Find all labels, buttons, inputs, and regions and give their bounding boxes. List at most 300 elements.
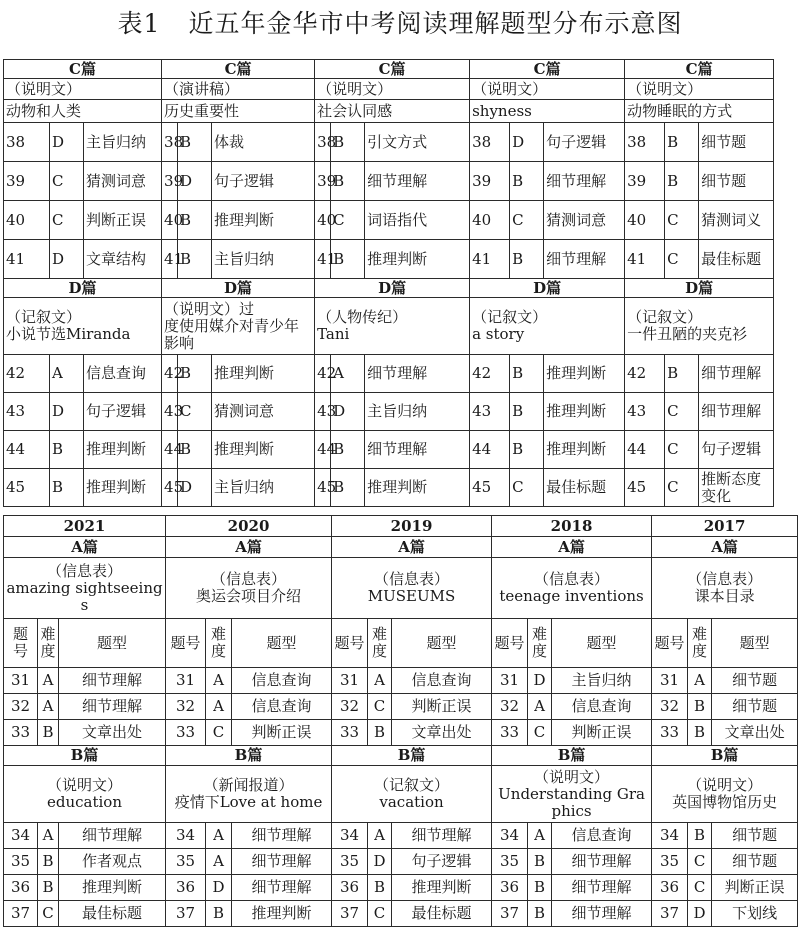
difficulty: B bbox=[510, 393, 544, 431]
passage-topic: 度使用媒介对青少年影响 bbox=[164, 316, 300, 352]
question-number: 45 bbox=[162, 469, 178, 507]
passage-c-label-row bbox=[4, 60, 774, 79]
question-type: 细节理解 bbox=[699, 355, 774, 393]
difficulty: B bbox=[178, 431, 212, 469]
passage-topic: education bbox=[47, 793, 122, 811]
passage-label: A篇 bbox=[4, 537, 166, 558]
passage-label: D篇 bbox=[162, 279, 315, 298]
question-number: 35 bbox=[4, 849, 38, 875]
difficulty: C bbox=[688, 875, 712, 901]
question-type: 主旨归纳 bbox=[212, 469, 315, 507]
question-number: 36 bbox=[652, 875, 688, 901]
passage-topic: 课本目录 bbox=[694, 587, 755, 605]
passage-intro bbox=[652, 558, 798, 619]
passage-topic: MUSEUMS bbox=[367, 587, 456, 605]
passage-genre: （说明文） bbox=[4, 79, 162, 100]
question-number: 38 bbox=[625, 123, 665, 162]
question-number: 37 bbox=[492, 901, 528, 927]
lower-table bbox=[3, 515, 798, 927]
passage-intro bbox=[492, 766, 652, 823]
year-header: 2017 bbox=[652, 516, 798, 537]
difficulty: C bbox=[528, 720, 552, 746]
difficulty: A bbox=[368, 823, 392, 849]
passage-topic: 动物和人类 bbox=[4, 100, 162, 123]
question-number: 39 bbox=[4, 162, 50, 201]
difficulty: C bbox=[38, 901, 59, 927]
question-number: 37 bbox=[332, 901, 368, 927]
passage-b-intro-row bbox=[4, 766, 798, 823]
question-number: 35 bbox=[332, 849, 368, 875]
question-number: 43 bbox=[470, 393, 510, 431]
question-row bbox=[4, 668, 798, 694]
passage-label: B篇 bbox=[332, 746, 492, 766]
question-type: 细节题 bbox=[712, 823, 798, 849]
upper-table bbox=[3, 59, 774, 507]
question-number: 40 bbox=[625, 201, 665, 240]
difficulty: B bbox=[368, 720, 392, 746]
question-type: 推断态度变化 bbox=[699, 469, 774, 507]
question-row bbox=[4, 849, 798, 875]
passage-genre: （说明文） bbox=[315, 79, 470, 100]
question-type: 推理判断 bbox=[365, 240, 470, 279]
col-header-number: 题号 bbox=[166, 619, 206, 668]
passage-intro bbox=[4, 298, 162, 355]
passage-genre: （信息表） bbox=[47, 561, 123, 580]
question-type: 文章出处 bbox=[59, 720, 166, 746]
question-type: 判断正误 bbox=[712, 875, 798, 901]
difficulty: B bbox=[510, 355, 544, 393]
difficulty: C bbox=[665, 469, 699, 507]
question-row bbox=[4, 901, 798, 927]
passage-genre: （说明文） bbox=[625, 79, 774, 100]
passage-label: C篇 bbox=[4, 60, 162, 79]
question-type: 主旨归纳 bbox=[212, 240, 315, 279]
difficulty: B bbox=[50, 431, 84, 469]
passage-b-label-row bbox=[4, 746, 798, 766]
question-number: 44 bbox=[162, 431, 178, 469]
difficulty: B bbox=[331, 469, 365, 507]
question-type: 推理判断 bbox=[84, 469, 162, 507]
passage-topic: amazing sightseeings bbox=[6, 578, 163, 614]
question-number: 44 bbox=[4, 431, 50, 469]
col-header-type: 题型 bbox=[712, 619, 798, 668]
question-number: 32 bbox=[4, 694, 38, 720]
question-number: 36 bbox=[4, 875, 38, 901]
question-number: 31 bbox=[652, 668, 688, 694]
question-number: 41 bbox=[162, 240, 178, 279]
question-row bbox=[4, 240, 774, 279]
question-type: 细节理解 bbox=[59, 823, 166, 849]
passage-genre: （记叙文） bbox=[6, 308, 82, 326]
col-header-number: 题号 bbox=[652, 619, 688, 668]
question-type: 细节理解 bbox=[365, 431, 470, 469]
difficulty: C bbox=[50, 201, 84, 240]
table-title bbox=[0, 2, 800, 46]
question-number: 31 bbox=[4, 668, 38, 694]
passage-a-intro-row bbox=[4, 558, 798, 619]
passage-intro bbox=[652, 766, 798, 823]
question-type: 信息查询 bbox=[392, 668, 492, 694]
question-number: 41 bbox=[625, 240, 665, 279]
difficulty: B bbox=[528, 901, 552, 927]
question-type: 细节题 bbox=[712, 849, 798, 875]
question-number: 43 bbox=[4, 393, 50, 431]
col-header-number: 题号 bbox=[492, 619, 528, 668]
question-type: 句子逻辑 bbox=[699, 431, 774, 469]
question-type: 信息查询 bbox=[552, 694, 652, 720]
question-number: 33 bbox=[492, 720, 528, 746]
question-number: 42 bbox=[625, 355, 665, 393]
question-type: 细节理解 bbox=[552, 901, 652, 927]
passage-label: A篇 bbox=[332, 537, 492, 558]
question-type: 句子逻辑 bbox=[544, 123, 625, 162]
question-number: 38 bbox=[315, 123, 331, 162]
question-type: 句子逻辑 bbox=[212, 162, 315, 201]
question-number: 42 bbox=[162, 355, 178, 393]
question-type: 细节理解 bbox=[544, 162, 625, 201]
difficulty: D bbox=[50, 123, 84, 162]
question-number: 42 bbox=[315, 355, 331, 393]
difficulty: D bbox=[368, 849, 392, 875]
difficulty: B bbox=[510, 431, 544, 469]
difficulty: D bbox=[50, 393, 84, 431]
difficulty: B bbox=[331, 240, 365, 279]
difficulty: A bbox=[38, 823, 59, 849]
question-type: 推理判断 bbox=[544, 431, 625, 469]
difficulty: D bbox=[50, 240, 84, 279]
question-type: 体裁 bbox=[212, 123, 315, 162]
question-number: 35 bbox=[166, 849, 206, 875]
difficulty: A bbox=[368, 668, 392, 694]
question-row bbox=[4, 823, 798, 849]
question-number: 34 bbox=[492, 823, 528, 849]
question-type: 细节理解 bbox=[232, 849, 332, 875]
passage-label: A篇 bbox=[492, 537, 652, 558]
passage-intro bbox=[332, 558, 492, 619]
difficulty: B bbox=[688, 720, 712, 746]
difficulty: D bbox=[510, 123, 544, 162]
difficulty: A bbox=[38, 694, 59, 720]
passage-genre: （信息表） bbox=[534, 570, 610, 588]
passage-label: C篇 bbox=[470, 60, 625, 79]
passage-topic: 动物睡眠的方式 bbox=[625, 100, 774, 123]
passage-intro bbox=[4, 558, 166, 619]
passage-c-topic-row bbox=[4, 100, 774, 123]
passage-genre: （演讲稿） bbox=[162, 79, 315, 100]
difficulty: B bbox=[528, 849, 552, 875]
passage-topic: Tani bbox=[317, 325, 350, 343]
question-type: 判断正误 bbox=[392, 694, 492, 720]
question-type: 文章出处 bbox=[392, 720, 492, 746]
passage-genre: （信息表） bbox=[374, 570, 450, 588]
year-header: 2021 bbox=[4, 516, 166, 537]
question-number: 39 bbox=[162, 162, 178, 201]
passage-intro bbox=[162, 298, 315, 355]
question-number: 33 bbox=[4, 720, 38, 746]
question-type: 猜测词意 bbox=[544, 201, 625, 240]
passage-d-label-row bbox=[4, 279, 774, 298]
question-number: 41 bbox=[315, 240, 331, 279]
question-number: 38 bbox=[162, 123, 178, 162]
question-number: 38 bbox=[470, 123, 510, 162]
question-number: 45 bbox=[625, 469, 665, 507]
question-row bbox=[4, 720, 798, 746]
question-number: 45 bbox=[4, 469, 50, 507]
difficulty: C bbox=[510, 469, 544, 507]
question-number: 34 bbox=[652, 823, 688, 849]
difficulty: C bbox=[665, 393, 699, 431]
question-type: 判断正误 bbox=[84, 201, 162, 240]
passage-genre: （记叙文） bbox=[627, 308, 703, 326]
passage-intro bbox=[470, 298, 625, 355]
difficulty: C bbox=[50, 162, 84, 201]
question-type: 推理判断 bbox=[232, 901, 332, 927]
question-number: 45 bbox=[470, 469, 510, 507]
passage-label: D篇 bbox=[625, 279, 774, 298]
difficulty: B bbox=[331, 431, 365, 469]
question-number: 32 bbox=[652, 694, 688, 720]
col-header-type: 题型 bbox=[392, 619, 492, 668]
difficulty: B bbox=[178, 240, 212, 279]
passage-genre: （说明文） bbox=[470, 79, 625, 100]
question-type: 最佳标题 bbox=[59, 901, 166, 927]
question-row bbox=[4, 469, 774, 507]
passage-genre: （记叙文） bbox=[472, 308, 548, 326]
question-type: 信息查询 bbox=[232, 668, 332, 694]
question-type: 最佳标题 bbox=[699, 240, 774, 279]
difficulty: C bbox=[206, 720, 232, 746]
year-header: 2018 bbox=[492, 516, 652, 537]
question-number: 31 bbox=[492, 668, 528, 694]
question-type: 文章结构 bbox=[84, 240, 162, 279]
difficulty: A bbox=[206, 823, 232, 849]
question-number: 34 bbox=[166, 823, 206, 849]
question-number: 32 bbox=[332, 694, 368, 720]
passage-topic: 疫情下Love at home bbox=[174, 793, 323, 811]
passage-label: A篇 bbox=[652, 537, 798, 558]
passage-genre: （说明文） bbox=[534, 767, 610, 786]
question-number: 34 bbox=[4, 823, 38, 849]
difficulty: B bbox=[178, 355, 212, 393]
question-type: 推理判断 bbox=[212, 355, 315, 393]
question-type: 细节题 bbox=[699, 162, 774, 201]
passage-label: C篇 bbox=[625, 60, 774, 79]
col-header-type: 题型 bbox=[232, 619, 332, 668]
passage-genre: （说明文） bbox=[47, 776, 123, 794]
passage-topic: teenage inventions bbox=[499, 587, 644, 605]
difficulty: A bbox=[38, 668, 59, 694]
col-header-type: 题型 bbox=[552, 619, 652, 668]
question-number: 43 bbox=[162, 393, 178, 431]
question-type: 细节题 bbox=[712, 694, 798, 720]
question-number: 37 bbox=[652, 901, 688, 927]
difficulty: D bbox=[178, 469, 212, 507]
difficulty: C bbox=[368, 901, 392, 927]
passage-label: D篇 bbox=[470, 279, 625, 298]
question-number: 31 bbox=[332, 668, 368, 694]
passage-genre: （信息表） bbox=[211, 570, 287, 588]
question-type: 句子逻辑 bbox=[392, 849, 492, 875]
col-header-difficulty: 难度 bbox=[688, 619, 712, 668]
passage-intro bbox=[492, 558, 652, 619]
question-type: 细节理解 bbox=[365, 162, 470, 201]
question-row bbox=[4, 694, 798, 720]
question-number: 35 bbox=[492, 849, 528, 875]
question-type: 判断正误 bbox=[552, 720, 652, 746]
question-type: 细节理解 bbox=[552, 875, 652, 901]
question-number: 40 bbox=[315, 201, 331, 240]
question-number: 44 bbox=[315, 431, 331, 469]
passage-topic: a story bbox=[472, 325, 525, 343]
difficulty: D bbox=[206, 875, 232, 901]
passage-genre: （说明文）过 bbox=[164, 299, 255, 318]
question-type: 细节理解 bbox=[232, 875, 332, 901]
passage-genre: （记叙文） bbox=[374, 776, 450, 794]
difficulty: B bbox=[665, 355, 699, 393]
col-header-difficulty: 难度 bbox=[206, 619, 232, 668]
question-number: 44 bbox=[625, 431, 665, 469]
difficulty: B bbox=[38, 849, 59, 875]
question-type: 主旨归纳 bbox=[365, 393, 470, 431]
difficulty: B bbox=[368, 875, 392, 901]
passage-intro bbox=[315, 298, 470, 355]
question-type: 句子逻辑 bbox=[84, 393, 162, 431]
question-type: 推理判断 bbox=[544, 393, 625, 431]
difficulty: C bbox=[331, 201, 365, 240]
difficulty: B bbox=[38, 720, 59, 746]
question-type: 推理判断 bbox=[84, 431, 162, 469]
question-number: 40 bbox=[162, 201, 178, 240]
passage-label: B篇 bbox=[652, 746, 798, 766]
question-type: 细节理解 bbox=[365, 355, 470, 393]
passage-intro bbox=[166, 558, 332, 619]
difficulty: B bbox=[178, 123, 212, 162]
difficulty: B bbox=[510, 240, 544, 279]
question-row bbox=[4, 431, 774, 469]
question-number: 40 bbox=[4, 201, 50, 240]
passage-label: C篇 bbox=[162, 60, 315, 79]
passage-topic: 一件丑陋的夹克衫 bbox=[627, 325, 748, 343]
year-header: 2020 bbox=[166, 516, 332, 537]
question-type: 推理判断 bbox=[212, 201, 315, 240]
difficulty: A bbox=[331, 355, 365, 393]
question-number: 33 bbox=[166, 720, 206, 746]
question-type: 细节题 bbox=[699, 123, 774, 162]
difficulty: C bbox=[665, 201, 699, 240]
passage-label: B篇 bbox=[492, 746, 652, 766]
question-type: 细节理解 bbox=[59, 694, 166, 720]
col-header-difficulty: 难度 bbox=[528, 619, 552, 668]
question-type: 推理判断 bbox=[212, 431, 315, 469]
difficulty: C bbox=[178, 393, 212, 431]
question-number: 45 bbox=[315, 469, 331, 507]
difficulty: B bbox=[510, 162, 544, 201]
question-number: 39 bbox=[470, 162, 510, 201]
question-type: 推理判断 bbox=[392, 875, 492, 901]
difficulty: C bbox=[665, 240, 699, 279]
question-type: 推理判断 bbox=[59, 875, 166, 901]
question-type: 引文方式 bbox=[365, 123, 470, 162]
passage-intro bbox=[625, 298, 774, 355]
passage-label: D篇 bbox=[4, 279, 162, 298]
passage-topic: Understanding Graphics bbox=[498, 784, 645, 820]
question-number: 36 bbox=[166, 875, 206, 901]
col-header-difficulty: 难度 bbox=[38, 619, 59, 668]
table-caption: 近五年金华市中考阅读理解题型分布示意图 bbox=[188, 9, 683, 38]
question-type: 猜测词义 bbox=[699, 201, 774, 240]
difficulty: A bbox=[528, 823, 552, 849]
question-type: 细节题 bbox=[712, 668, 798, 694]
question-number: 39 bbox=[625, 162, 665, 201]
question-number: 37 bbox=[166, 901, 206, 927]
difficulty: B bbox=[688, 823, 712, 849]
passage-label: A篇 bbox=[166, 537, 332, 558]
difficulty: C bbox=[688, 849, 712, 875]
question-number: 31 bbox=[166, 668, 206, 694]
question-number: 32 bbox=[492, 694, 528, 720]
difficulty: B bbox=[331, 123, 365, 162]
question-type: 信息查询 bbox=[232, 694, 332, 720]
question-type: 细节理解 bbox=[59, 668, 166, 694]
passage-topic: 历史重要性 bbox=[162, 100, 315, 123]
question-number: 33 bbox=[652, 720, 688, 746]
question-type: 判断正误 bbox=[232, 720, 332, 746]
difficulty: A bbox=[206, 668, 232, 694]
difficulty: A bbox=[206, 849, 232, 875]
question-number: 43 bbox=[315, 393, 331, 431]
difficulty: B bbox=[528, 875, 552, 901]
question-type: 文章出处 bbox=[712, 720, 798, 746]
difficulty: B bbox=[331, 162, 365, 201]
passage-genre: （说明文） bbox=[687, 776, 763, 794]
passage-topic: 英国博物馆历史 bbox=[672, 793, 778, 811]
difficulty: D bbox=[688, 901, 712, 927]
question-number: 37 bbox=[4, 901, 38, 927]
question-type: 信息查询 bbox=[84, 355, 162, 393]
question-row bbox=[4, 201, 774, 240]
difficulty: A bbox=[688, 668, 712, 694]
question-type: 最佳标题 bbox=[544, 469, 625, 507]
difficulty: B bbox=[50, 469, 84, 507]
question-row bbox=[4, 355, 774, 393]
passage-topic: vacation bbox=[379, 793, 444, 811]
difficulty: B bbox=[688, 694, 712, 720]
question-number: 42 bbox=[470, 355, 510, 393]
difficulty: D bbox=[528, 668, 552, 694]
passage-topic: 奥运会项目介绍 bbox=[196, 587, 302, 605]
question-number: 36 bbox=[332, 875, 368, 901]
question-type: 词语指代 bbox=[365, 201, 470, 240]
passage-topic: 社会认同感 bbox=[315, 100, 470, 123]
question-number: 38 bbox=[4, 123, 50, 162]
difficulty: D bbox=[178, 162, 212, 201]
question-number: 43 bbox=[625, 393, 665, 431]
col-header-number: 题号 bbox=[332, 619, 368, 668]
passage-label: B篇 bbox=[166, 746, 332, 766]
question-type: 推理判断 bbox=[544, 355, 625, 393]
column-header-row bbox=[4, 619, 798, 668]
table-number: 表1 bbox=[117, 9, 161, 38]
passage-c-genre-row bbox=[4, 79, 774, 100]
question-type: 主旨归纳 bbox=[84, 123, 162, 162]
question-type: 作者观点 bbox=[59, 849, 166, 875]
question-type: 猜测词意 bbox=[84, 162, 162, 201]
question-number: 42 bbox=[4, 355, 50, 393]
question-row bbox=[4, 875, 798, 901]
col-header-number: 题号 bbox=[4, 619, 38, 668]
question-number: 39 bbox=[315, 162, 331, 201]
passage-label: D篇 bbox=[315, 279, 470, 298]
